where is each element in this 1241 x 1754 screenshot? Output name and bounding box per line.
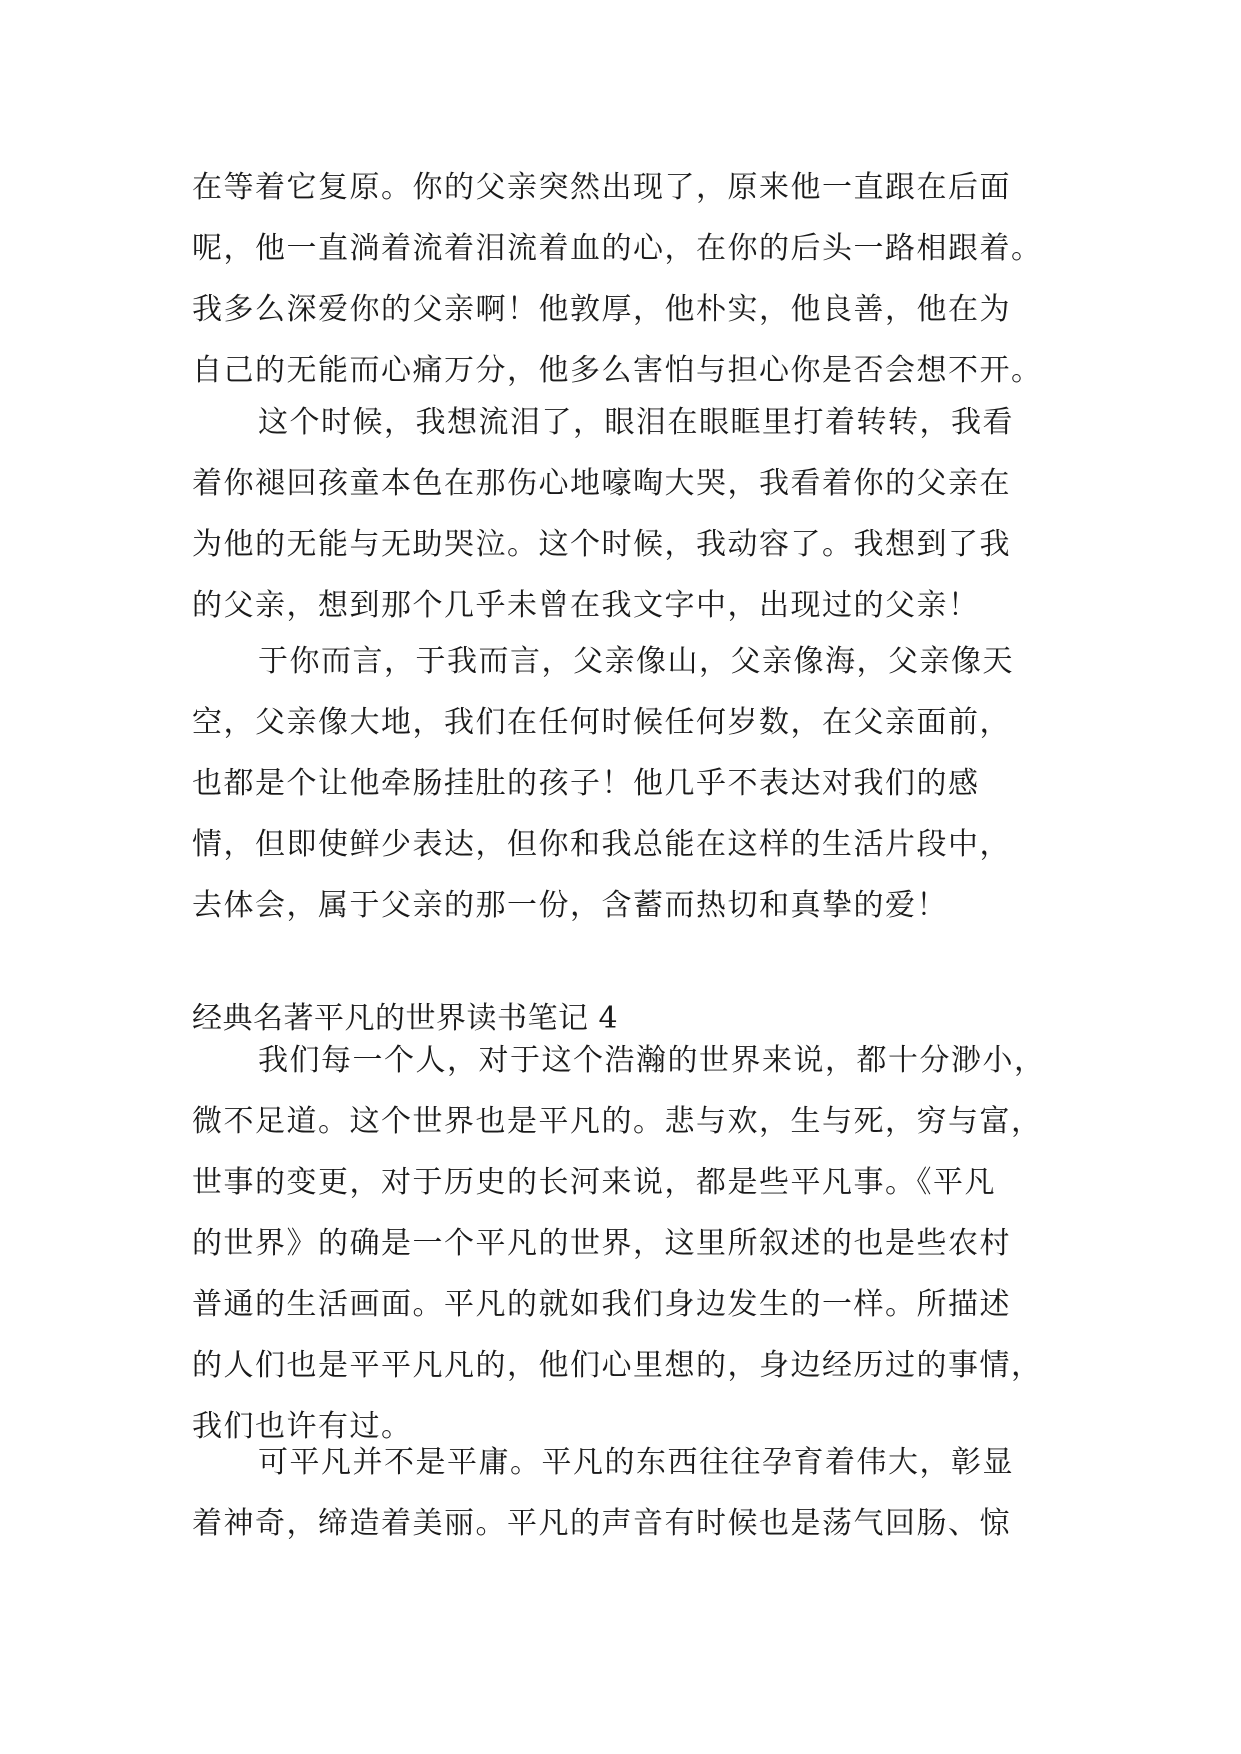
text-line: 我们每一个人，对于这个浩瀚的世界来说，都十分渺小，	[258, 1043, 1046, 1078]
text-line: 的父亲，想到那个几乎未曾在我文字中，出现过的父亲！	[192, 588, 980, 623]
text-line: 自己的无能而心痛万分，他多么害怕与担心你是否会想不开。	[192, 353, 1043, 388]
text-line: 空，父亲像大地，我们在任何时候任何岁数，在父亲面前，	[192, 705, 1011, 740]
text-line: 去体会，属于父亲的那一份，含蓄而热切和真挚的爱！	[192, 888, 948, 923]
text-line: 也都是个让他牵肠挂肚的孩子！他几乎不表达对我们的感	[192, 766, 980, 801]
text-line: 为他的无能与无助哭泣。这个时候，我动容了。我想到了我	[192, 527, 1011, 562]
text-line: 我多么深爱你的父亲啊！他敦厚，他朴实，他良善，他在为	[192, 292, 1011, 327]
paragraph-3	[192, 631, 1072, 936]
text-line: 着神奇，缔造着美丽。平凡的声音有时候也是荡气回肠、惊	[192, 1506, 1011, 1541]
text-line: 的世界》的确是一个平凡的世界，这里所叙述的也是些农村	[192, 1226, 1011, 1261]
paragraph-4	[192, 1030, 1072, 1457]
section-heading: 经典名著平凡的世界读书笔记 4	[192, 1001, 619, 1036]
text-line: 这个时候，我想流泪了，眼泪在眼眶里打着转转，我看	[258, 405, 1014, 440]
text-line: 于你而言，于我而言，父亲像山，父亲像海，父亲像天	[258, 644, 1014, 679]
text-line: 我们也许有过。	[192, 1409, 413, 1444]
paragraph-1	[192, 157, 1072, 401]
text-line: 微不足道。这个世界也是平凡的。悲与欢，生与死，穷与富，	[192, 1104, 1043, 1139]
paragraph-2	[192, 392, 1072, 636]
paragraph-5	[192, 1432, 1072, 1554]
text-line: 可平凡并不是平庸。平凡的东西往往孕育着伟大，彰显	[258, 1445, 1014, 1480]
text-line: 世事的变更，对于历史的长河来说，都是些平凡事。《平凡	[192, 1165, 996, 1200]
text-line: 着你褪回孩童本色在那伤心地嚎啕大哭，我看着你的父亲在	[192, 466, 1011, 501]
text-line: 普通的生活画面。平凡的就如我们身边发生的一样。所描述	[192, 1287, 1011, 1322]
text-line: 情，但即使鲜少表达，但你和我总能在这样的生活片段中，	[192, 827, 1011, 862]
text-line: 呢，他一直淌着流着泪流着血的心，在你的后头一路相跟着。	[192, 231, 1043, 266]
text-line: 在等着它复原。你的父亲突然出现了，原来他一直跟在后面	[192, 170, 1011, 205]
text-line: 的人们也是平平凡凡的，他们心里想的，身边经历过的事情，	[192, 1348, 1043, 1383]
